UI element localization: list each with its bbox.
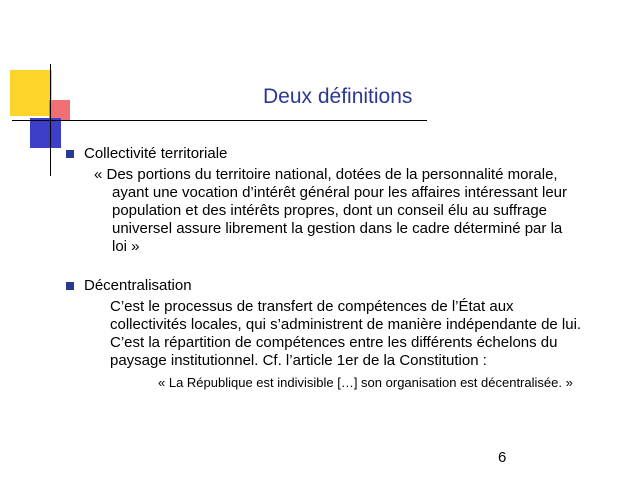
definition-line: C’est le processus de transfert de compétences de l’État aux	[110, 298, 514, 315]
definition-line: population et des intérêts propres, dont un conseil élu au suffrage	[112, 202, 548, 219]
definition-line: C’est la répartition de compétences entre les différents échelons du	[110, 334, 558, 351]
bullet-square-icon	[66, 282, 74, 290]
definition-line: paysage institutionnel. Cf. l’article 1er de la Constitution :	[110, 352, 487, 369]
decor-horizontal-line	[12, 120, 427, 121]
definition-line: loi »	[112, 238, 140, 255]
slide-title: Deux définitions	[263, 85, 413, 108]
decor-blue-square	[30, 118, 61, 148]
item-label-collectivite: Collectivité territoriale	[84, 145, 228, 162]
definition-collectivite	[94, 166, 567, 256]
definition-decentralisation	[110, 298, 581, 370]
definition-line: universel assure librement la gestion dans le cadre déterminé par la	[112, 220, 563, 237]
definition-line: collectivités locales, qui s’administrent de manière indépendante de lui.	[110, 316, 582, 333]
item-label-decentralisation: Décentralisation	[84, 277, 192, 294]
decor-yellow-square	[10, 70, 52, 116]
bullet-square-icon	[66, 150, 74, 158]
decor-red-square	[49, 100, 70, 120]
definition-line: « Des portions du territoire national, dotées de la personnalité morale,	[94, 166, 558, 183]
constitution-quote: « La République est indivisible […] son organisation est décentralisée. »	[158, 375, 573, 390]
page-number: 6	[498, 449, 507, 466]
definition-line: ayant une vocation d’intérêt général pour les affaires intéressant leur	[112, 184, 568, 201]
